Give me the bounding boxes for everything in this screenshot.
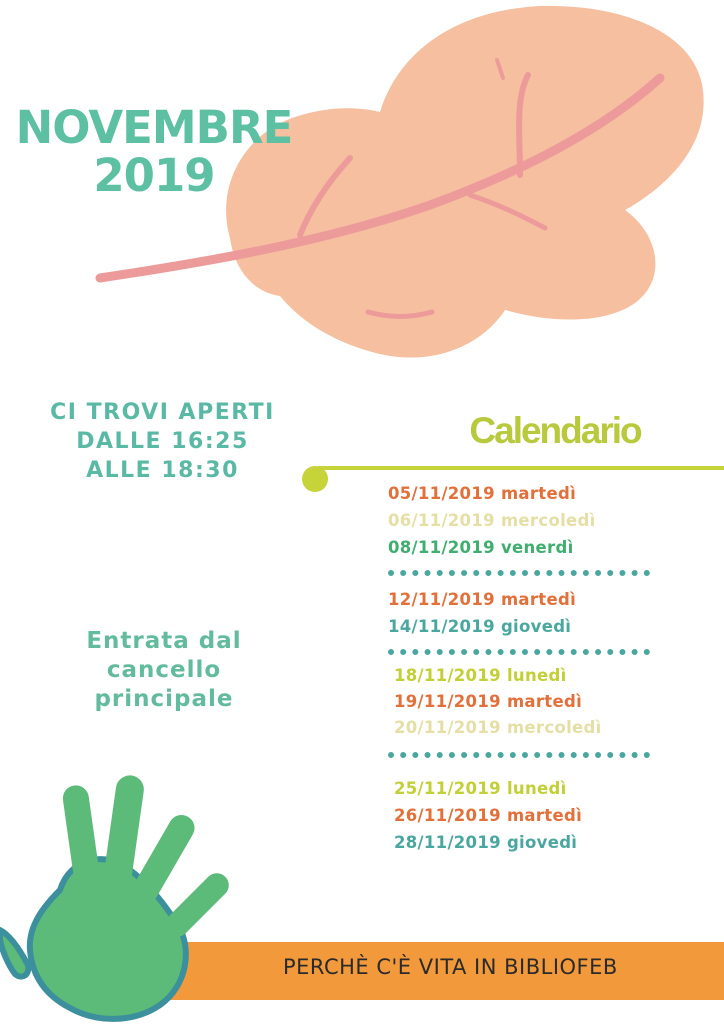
calendar-date: 06/11/2019 mercoledì [388, 511, 596, 530]
dotted-separator [388, 752, 650, 758]
opening-hours [20, 398, 305, 485]
calendar-divider-dot [302, 466, 328, 492]
calendar-date: 19/11/2019 martedì [394, 692, 583, 711]
hours-line: ALLE 18:30 [86, 458, 239, 483]
entrance-line: principale [94, 686, 234, 712]
calendar-date: 20/11/2019 mercoledì [394, 718, 602, 737]
page-title [14, 101, 294, 202]
title-year: 2019 [93, 149, 215, 202]
calendar-date: 12/11/2019 martedì [388, 590, 577, 609]
calendar-date: 14/11/2019 giovedì [388, 617, 572, 636]
calendar-date: 18/11/2019 lunedì [394, 666, 567, 685]
footer-banner-text: PERCHÈ C'È VITA IN BIBLIOFEB [283, 955, 618, 979]
calendar-date: 26/11/2019 martedì [394, 806, 583, 825]
calendar-divider-line [318, 466, 724, 470]
entrance-info [50, 627, 278, 714]
entrance-line: cancello [106, 657, 222, 683]
entrance-line: Entrata dal [86, 628, 242, 654]
calendar-date: 28/11/2019 giovedì [394, 833, 578, 852]
title-month: NOVEMBRE [15, 101, 293, 154]
dotted-separator [388, 649, 650, 655]
calendar-date: 25/11/2019 lunedì [394, 779, 567, 798]
calendar-date: 05/11/2019 martedì [388, 484, 577, 503]
handprint-icon [0, 770, 245, 1024]
hours-line: DALLE 16:25 [76, 429, 249, 454]
dotted-separator [388, 570, 650, 576]
hours-line: CI TROVI APERTI [50, 400, 275, 425]
calendar-title: Calendario [469, 410, 641, 451]
calendar-date: 08/11/2019 venerdì [388, 538, 574, 557]
